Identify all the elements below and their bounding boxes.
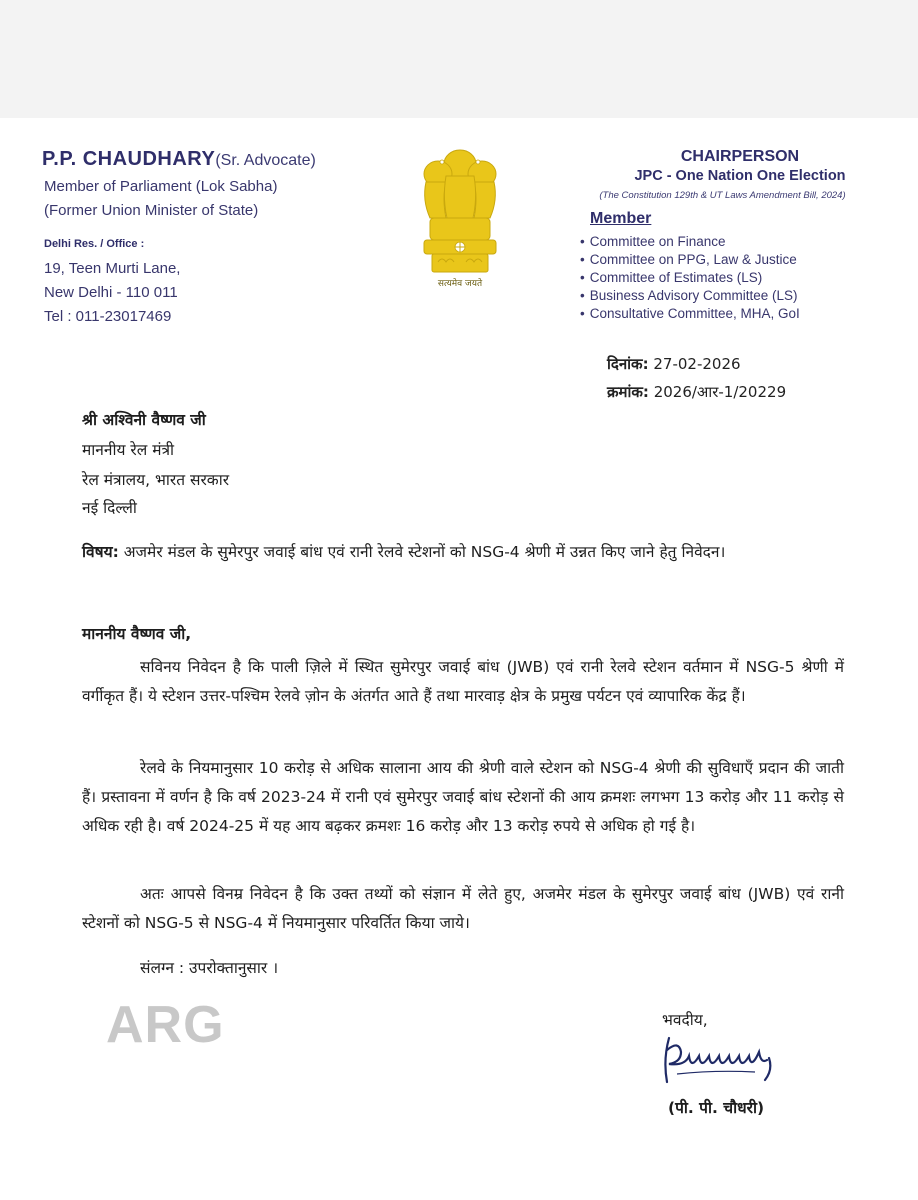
salutation: माननीय वैष्णव जी, [82, 625, 192, 643]
committee-item: • Consultative Committee, MHA, GoI [580, 306, 800, 324]
reference-line [607, 382, 786, 402]
top-margin-bar [0, 0, 918, 118]
emblem-motto: सत्यमेव जयते [437, 279, 483, 289]
signature-icon [655, 1030, 795, 1090]
paragraph-text: अतः आपसे विनम्र निवेदन है कि उक्त तथ्यों को संज्ञान में लेते हुए, अजमेर मंडल के सुमेरपुर जवाई बांध (JWB) एवं रानी स्टेशनों को NSG-5 से NSG-4 में नियमानुसार परिवर्तित किया जाये। [82, 885, 844, 932]
paragraph-2 [82, 754, 844, 841]
paragraph-3 [82, 880, 844, 938]
committee-item: • Committee on Finance [580, 234, 800, 252]
emblem-icon [412, 140, 508, 292]
date-label: दिनांक: [607, 355, 649, 373]
committee-list [580, 234, 800, 324]
recipient-name: श्री अश्विनी वैष्णव जी [82, 411, 206, 429]
reference-value: 2026/आर-1/20229 [653, 383, 787, 401]
national-emblem [412, 140, 508, 292]
office-label: Delhi Res. / Office : [44, 238, 145, 250]
subject-line [82, 538, 844, 567]
paragraph-text: रेलवे के नियमानुसार 10 करोड़ से अधिक सालाना आय की श्रेणी वाले स्टेशन को NSG-4 श्रेणी की सुविधाएँ प्रदान की जाती हैं। प्रस्तावना में वर्णन है कि वर्ष 2023-24 में रानी एवं सुमेरपुर जवाई बांध स्टेशनों की आय क्रमशः लगभग 13 करोड़ और 11 करोड़ से अधिक रही है। वर्ष 2024-25 में यह आय बढ़कर क्रमशः 16 करोड़ और 13 करोड़ रुपये से अधिक हो गई है। [82, 759, 844, 835]
signatory-name: (पी. पी. चौधरी) [668, 1099, 765, 1117]
address-line-2: New Delhi - 110 011 [44, 284, 178, 301]
committee-item: • Committee of Estimates (LS) [580, 270, 800, 288]
sender-designation: Member of Parliament (Lok Sabha) [44, 178, 278, 195]
paragraph-1 [82, 653, 844, 711]
paragraph-text: सविनय निवेदन है कि पाली ज़िले में स्थित सुमेरपुर जवाई बांध (JWB) एवं रानी रेलवे स्टेशन वर्तमान में NSG-5 श्रेणी में वर्गीकृत हैं। ये स्टेशन उत्तर-पश्चिम रेलवे ज़ोन के अंतर्गत आते हैं तथा मारवाड़ क्षेत्र के प्रमुख पर्यटन एवं व्यापारिक केंद्र हैं। [82, 658, 844, 705]
watermark-text: ARG [106, 996, 225, 1054]
signature [655, 1030, 795, 1090]
sender-name-line [42, 148, 316, 171]
subject-text: अजमेर मंडल के सुमेरपुर जवाई बांध एवं रानी रेलवे स्टेशनों को NSG-4 श्रेणी में उन्नत किए जाने हेतु निवेदन। [123, 543, 726, 561]
chair-bill: (The Constitution 129th & UT Laws Amendment Bill, 2024) [599, 190, 846, 201]
enclosure-note: संलग्न : उपरोक्तानुसार । [140, 959, 279, 977]
phone-number: Tel : 011-23017469 [44, 308, 172, 325]
date-value: 27-02-2026 [653, 355, 741, 373]
sender-name-suffix: (Sr. Advocate) [215, 152, 316, 169]
committee-item: • Business Advisory Committee (LS) [580, 288, 800, 306]
sign-off: भवदीय, [662, 1011, 708, 1029]
sender-former-role: (Former Union Minister of State) [44, 202, 259, 219]
recipient-city: नई दिल्ली [82, 499, 137, 517]
reference-label: क्रमांक: [607, 383, 649, 401]
chairperson-title: CHAIRPERSON [680, 148, 800, 165]
recipient-designation: माननीय रेल मंत्री [82, 441, 175, 459]
subject-label: विषय: [82, 543, 119, 561]
recipient-ministry: रेल मंत्रालय, भारत सरकार [82, 471, 230, 489]
member-label: Member [590, 210, 652, 227]
letter-page [0, 118, 918, 1200]
date-line [607, 354, 741, 374]
address-line-1: 19, Teen Murti Lane, [44, 260, 181, 277]
committee-item: • Committee on PPG, Law & Justice [580, 252, 800, 270]
sender-name: P.P. CHAUDHARY [42, 148, 216, 170]
chair-committee: JPC - One Nation One Election [634, 168, 846, 184]
